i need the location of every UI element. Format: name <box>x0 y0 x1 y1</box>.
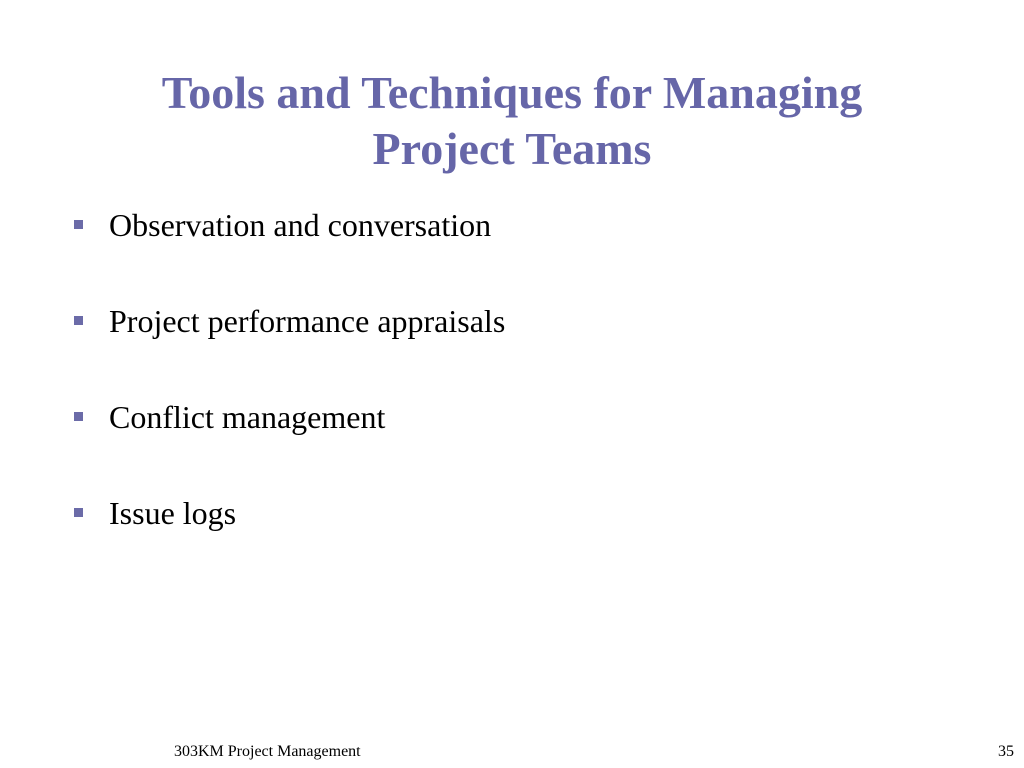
bullet-item-conflict-management <box>72 395 972 491</box>
bullet-text: Issue logs <box>109 495 237 531</box>
slide-title <box>0 65 1024 177</box>
square-bullet-icon <box>74 508 83 517</box>
slide-title-line-2: Project Teams <box>372 122 652 174</box>
square-bullet-icon <box>74 220 83 229</box>
slide-title-line-1: Tools and Techniques for Managing <box>161 66 863 118</box>
bullet-text: Conflict management <box>109 399 386 435</box>
bullet-text: Observation and conversation <box>109 207 492 243</box>
bullet-list <box>72 203 972 587</box>
bullet-text: Project performance appraisals <box>109 303 506 339</box>
square-bullet-icon <box>74 316 83 325</box>
bullet-item-issue-logs <box>72 491 972 587</box>
bullet-item-appraisals <box>72 299 972 395</box>
square-bullet-icon <box>74 412 83 421</box>
footer-course-title: 303KM Project Management <box>174 743 361 760</box>
bullet-item-observation <box>72 203 972 299</box>
page-number: 35 <box>998 743 1014 760</box>
